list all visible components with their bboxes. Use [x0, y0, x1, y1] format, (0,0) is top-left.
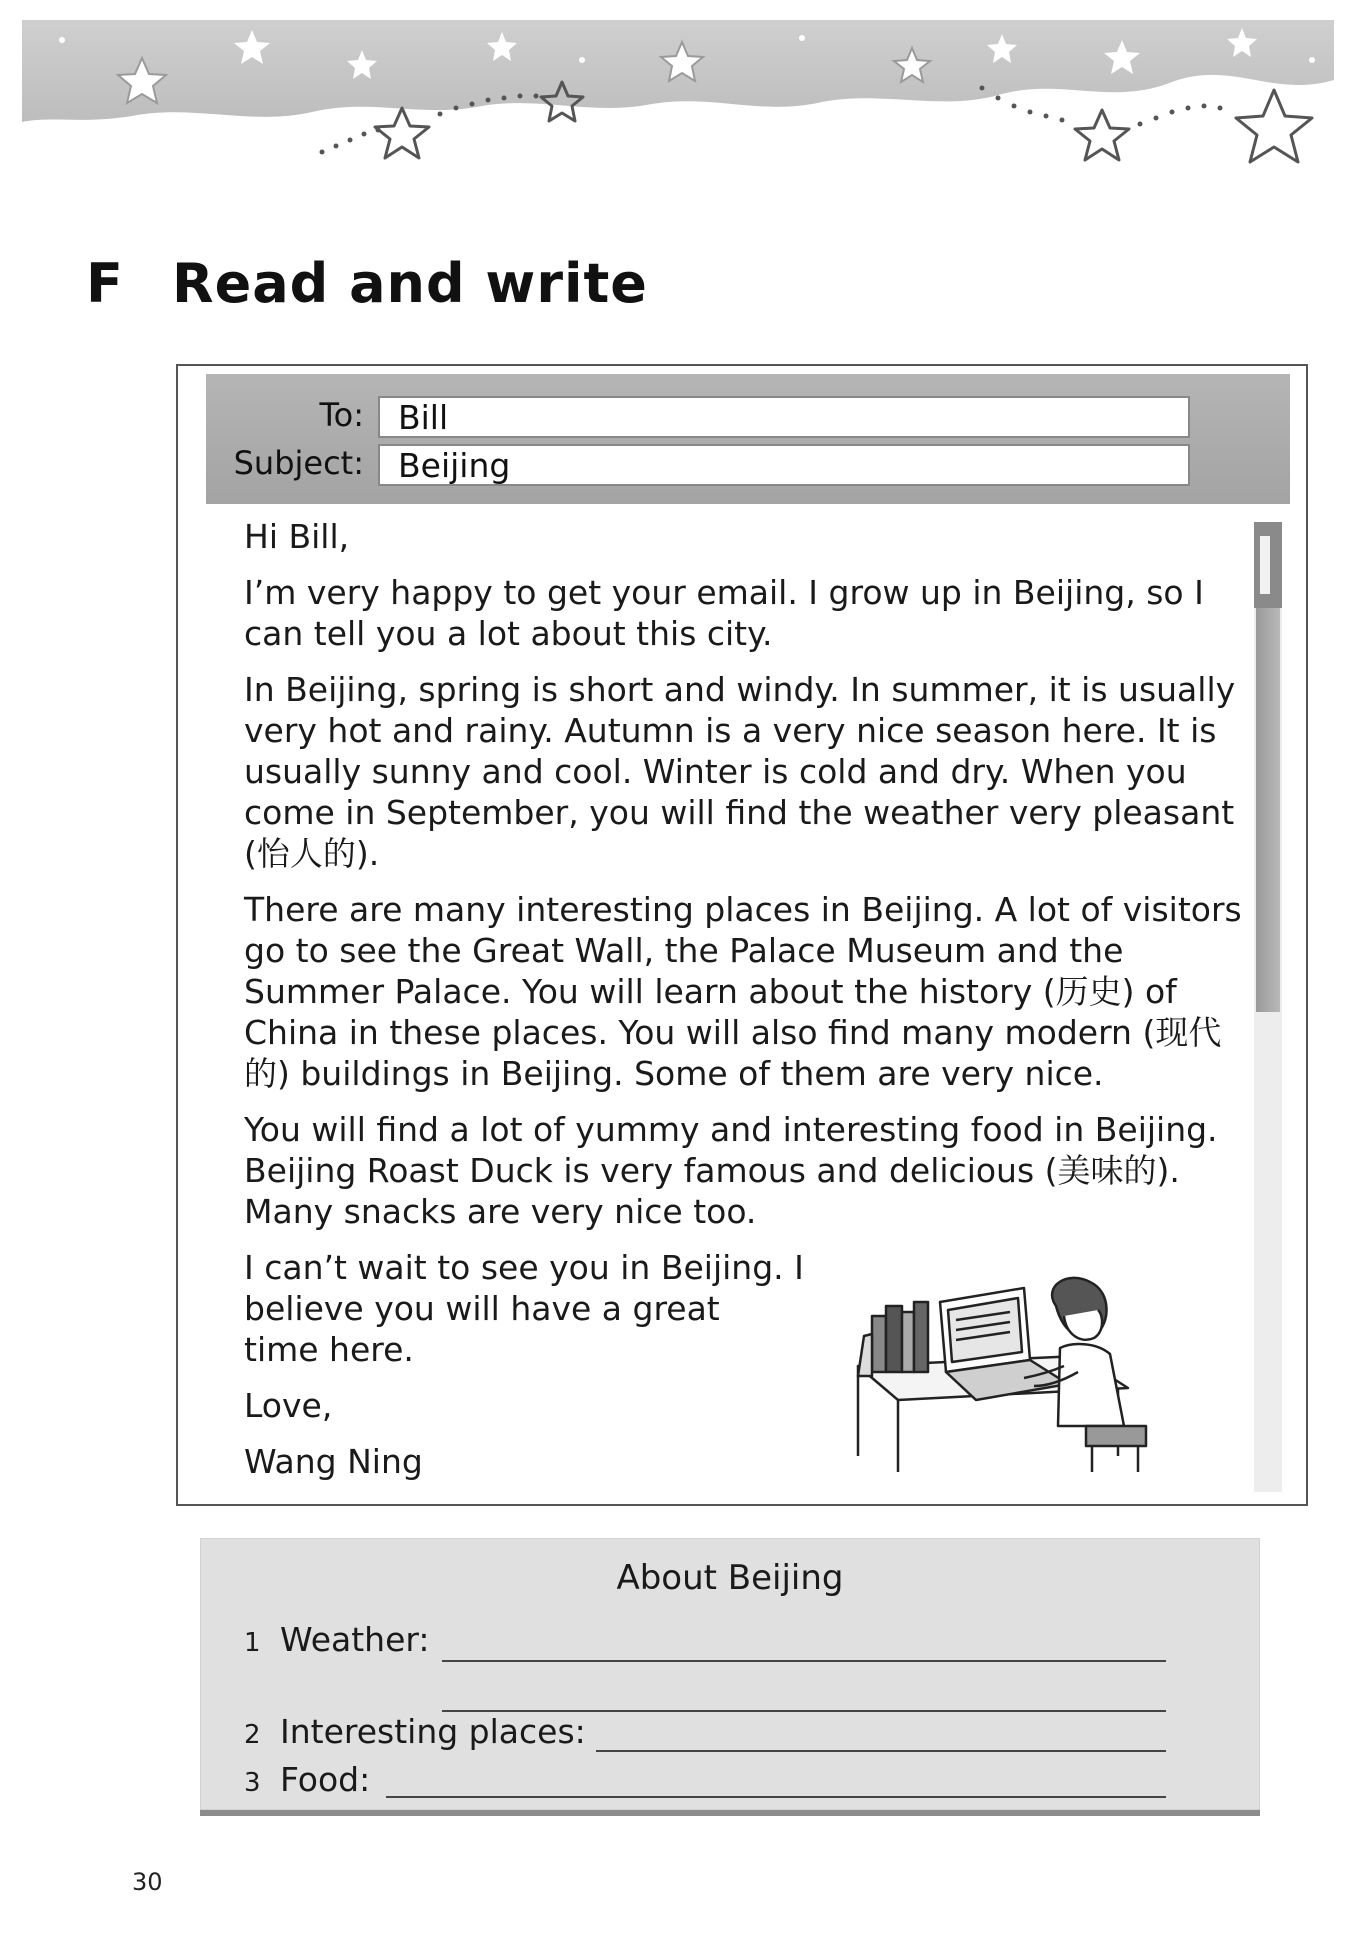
worksheet-item [244, 1760, 370, 1799]
stars-banner-icon [22, 20, 1334, 195]
email-signoff: Love, [244, 1386, 333, 1425]
subject-field[interactable]: Beijing [378, 444, 1190, 486]
child-at-laptop-icon [828, 1276, 1148, 1476]
worksheet-panel [200, 1538, 1260, 1810]
section-letter: F [86, 252, 124, 315]
email-window [176, 364, 1308, 1506]
item-number: 2 [244, 1720, 261, 1750]
worksheet-item [244, 1712, 586, 1751]
to-field[interactable]: Bill [378, 396, 1190, 438]
page-number: 30 [132, 1868, 163, 1896]
email-header [206, 374, 1290, 504]
email-paragraph: I’m very happy to get your email. I grow up in Beijing, so I can tell you a lot about this city. [244, 573, 1204, 653]
email-paragraph: There are many interesting places in Beijing. A lot of visitors go to see the Great Wall, the Palace Museum and the Summer Palace. You will learn about the history (历史) of China in these places. You will also find many modern (现代的) buildings in Beijing. Some of them are very nice. [244, 890, 1242, 1093]
scroll-thumb[interactable] [1256, 608, 1280, 1012]
item-number: 1 [244, 1628, 261, 1658]
email-paragraph: I can’t wait to see you in Beijing. I believe you will have a great time here. [244, 1248, 804, 1369]
answer-line[interactable] [386, 1796, 1166, 1798]
email-scrollbar[interactable] [1254, 522, 1282, 1492]
section-heading [86, 252, 648, 315]
email-greeting: Hi Bill, [244, 517, 350, 556]
worksheet-title: About Beijing [616, 1558, 844, 1598]
to-label: To: [319, 396, 364, 434]
item-label: Food: [280, 1760, 371, 1799]
item-number: 3 [244, 1768, 261, 1798]
answer-line[interactable] [596, 1750, 1166, 1752]
section-title: Read and write [172, 252, 648, 315]
worksheet-item [244, 1620, 429, 1659]
item-label: Interesting places: [280, 1712, 586, 1751]
answer-line[interactable] [442, 1660, 1166, 1662]
scroll-up-arrow[interactable] [1254, 522, 1282, 608]
email-paragraph: You will find a lot of yummy and interesting food in Beijing. Beijing Roast Duck is very famous and delicious (美味的). Many snacks are very nice too. [244, 1110, 1218, 1231]
email-signature: Wang Ning [244, 1442, 423, 1481]
email-paragraph: In Beijing, spring is short and windy. In summer, it is usually very hot and rainy. Autumn is a very nice season here. It is usually sunny and cool. Winter is cold and dry. When you come in September, you will find the weather very pleasant (怡人的). [244, 670, 1236, 873]
item-label: Weather: [280, 1620, 430, 1659]
subject-label: Subject: [233, 444, 364, 482]
